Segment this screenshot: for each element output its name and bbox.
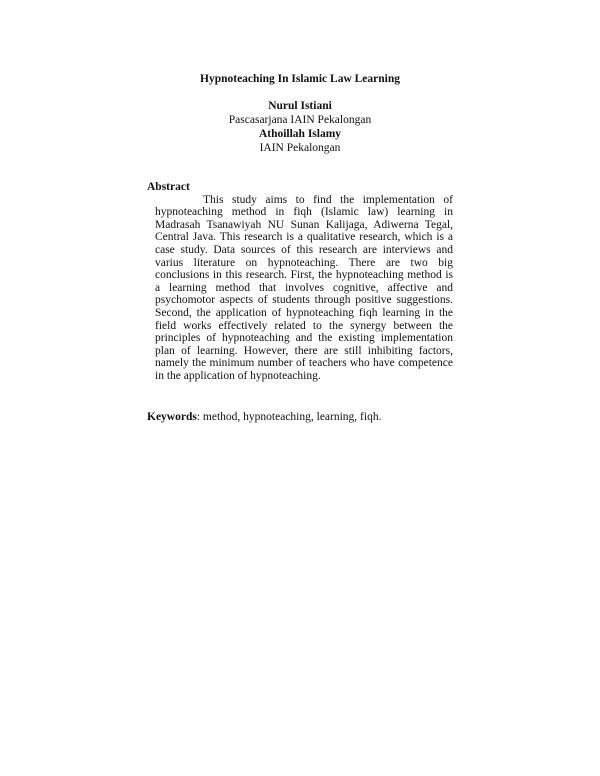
author-affiliation: IAIN Pekalongan xyxy=(259,142,341,154)
abstract-section xyxy=(147,181,453,383)
keywords-text: method, hypnoteaching, learning, fiqh. xyxy=(202,411,382,423)
paper-title: Hypnoteaching In Islamic Law Learning xyxy=(200,73,400,85)
author-block xyxy=(0,99,600,155)
author-affiliation: Pascasarjana IAIN Pekalongan xyxy=(228,114,372,126)
keywords-label: Keywords xyxy=(147,411,197,423)
author-name: Athoillah Islamy xyxy=(258,128,342,140)
author-name: Nurul Istiani xyxy=(268,100,332,112)
abstract-heading: Abstract xyxy=(147,181,190,193)
keywords-line xyxy=(147,410,467,424)
keywords-separator: : xyxy=(196,411,203,423)
abstract-body: This study aims to find the implementation of hypnoteaching method in fiqh (Islamic law) learning in Madrasah Tsanawiyah NU Sunan Kalijaga, Adiwerna Tegal, Central Java. This research is a qualitative research, which is a case study. Data sources of this research are interviews and varius literature on hypnoteaching. There are two big conclusions in this research. First, the hypnoteaching method is a learning method that involves cognitive, affective and psychomotor aspects of students through positive suggestions. Second, the application of hypnoteaching fiqh learning in the field works effectively related to the synergy between the principles of hypnoteaching and the existing implementation plan of learning. However, there are still inhibiting factors, namely the minimum number of teachers who have competence in the application of hypnoteaching. xyxy=(155,193,453,382)
